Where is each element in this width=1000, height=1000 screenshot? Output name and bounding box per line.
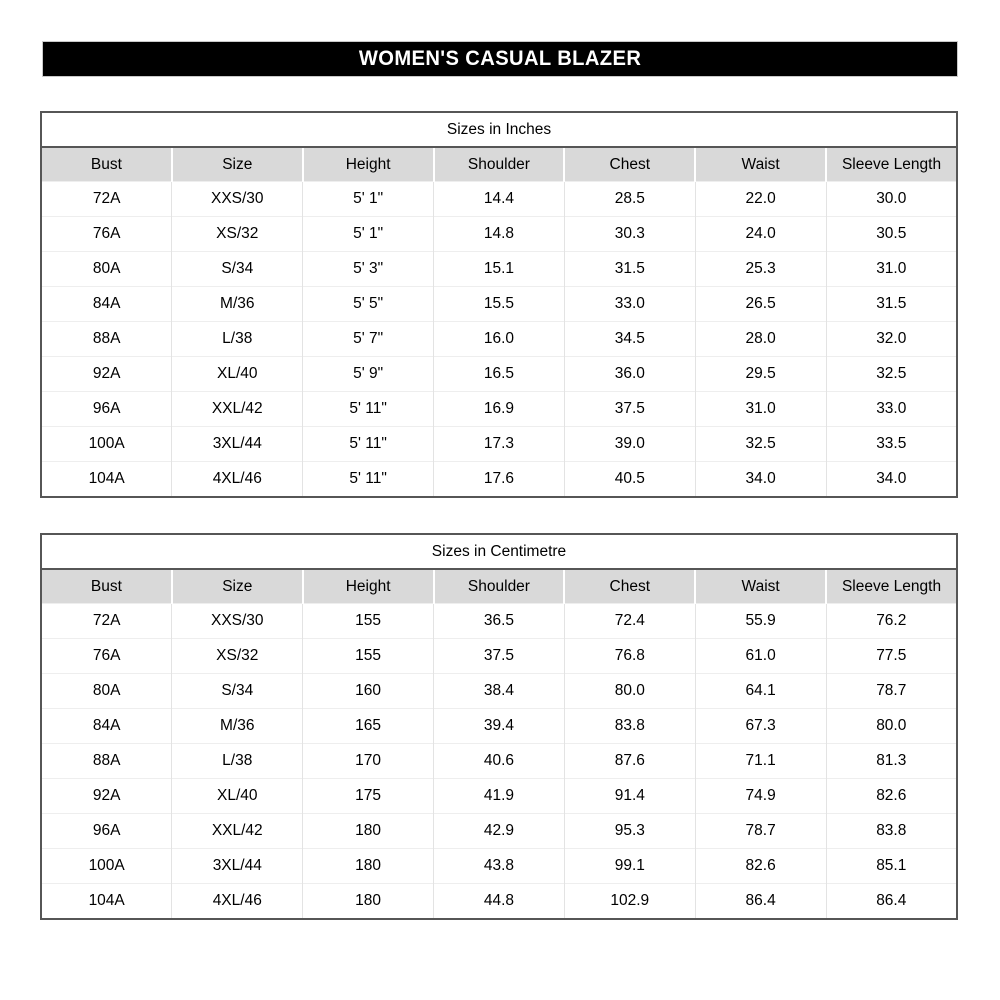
- column-header-bust: Bust: [41, 147, 172, 182]
- table-cell: 31.0: [826, 252, 957, 287]
- table-cell: 37.5: [434, 639, 565, 674]
- table-cell: 88A: [41, 322, 172, 357]
- table-cell: 5' 1": [303, 217, 434, 252]
- table-cell: L/38: [172, 744, 303, 779]
- table-cell: 80.0: [826, 709, 957, 744]
- table-cell: 14.8: [434, 217, 565, 252]
- table-cell: 72A: [41, 604, 172, 639]
- table-cell: 42.9: [434, 814, 565, 849]
- table-cell: 175: [303, 779, 434, 814]
- table-cell: 32.0: [826, 322, 957, 357]
- table-cell: XS/32: [172, 639, 303, 674]
- table-cell: XXS/30: [172, 182, 303, 217]
- table-cell: 5' 3": [303, 252, 434, 287]
- size-table-inches: [40, 111, 958, 498]
- table-cell: 39.0: [564, 427, 695, 462]
- table-cell: XL/40: [172, 357, 303, 392]
- table-cell: 32.5: [695, 427, 826, 462]
- table-row: [41, 252, 957, 287]
- table-cell: 160: [303, 674, 434, 709]
- table-cell: 86.4: [826, 884, 957, 920]
- table-cell: 99.1: [564, 849, 695, 884]
- table-row: [41, 182, 957, 217]
- table-cell: 84A: [41, 709, 172, 744]
- table-cell: 88A: [41, 744, 172, 779]
- table-cell: XL/40: [172, 779, 303, 814]
- table-cell: 102.9: [564, 884, 695, 920]
- column-header-chest: Chest: [564, 147, 695, 182]
- table-cell: 38.4: [434, 674, 565, 709]
- table-cell: 104A: [41, 462, 172, 498]
- table-cell: 96A: [41, 392, 172, 427]
- table-cell: 78.7: [826, 674, 957, 709]
- table-cell: 26.5: [695, 287, 826, 322]
- table-cell: 16.5: [434, 357, 565, 392]
- table-row: [41, 709, 957, 744]
- table-cell: 39.4: [434, 709, 565, 744]
- table-cell: 81.3: [826, 744, 957, 779]
- table-cell: 96A: [41, 814, 172, 849]
- table-cell: 64.1: [695, 674, 826, 709]
- table-row: [41, 357, 957, 392]
- table-cell: 36.5: [434, 604, 565, 639]
- table-cell: 33.5: [826, 427, 957, 462]
- table-row: [41, 604, 957, 639]
- table-cell: 83.8: [564, 709, 695, 744]
- table-row: [41, 779, 957, 814]
- table-cell: 3XL/44: [172, 849, 303, 884]
- column-header-waist: Waist: [695, 147, 826, 182]
- table-cell: XS/32: [172, 217, 303, 252]
- table-row: [41, 392, 957, 427]
- table-cell: 80A: [41, 674, 172, 709]
- table-cell: 180: [303, 849, 434, 884]
- table-cell: 30.0: [826, 182, 957, 217]
- table-cell: 84A: [41, 287, 172, 322]
- table-cell: 41.9: [434, 779, 565, 814]
- product-title: WOMEN'S CASUAL BLAZER: [358, 47, 642, 70]
- table-cell: 3XL/44: [172, 427, 303, 462]
- table-cell: 5' 11": [303, 427, 434, 462]
- table-header-row: [41, 147, 957, 182]
- table-cell: 36.0: [564, 357, 695, 392]
- table-row: [41, 884, 957, 920]
- table-cell: 92A: [41, 779, 172, 814]
- table-cell: S/34: [172, 252, 303, 287]
- table-cell: 100A: [41, 427, 172, 462]
- table-row: [41, 639, 957, 674]
- column-header-size: Size: [172, 147, 303, 182]
- product-title-banner: [42, 41, 958, 77]
- table-cell: 43.8: [434, 849, 565, 884]
- table-cell: 30.5: [826, 217, 957, 252]
- table-cell: 25.3: [695, 252, 826, 287]
- table-cell: 71.1: [695, 744, 826, 779]
- table-cell: 83.8: [826, 814, 957, 849]
- table-row: [41, 322, 957, 357]
- column-header-chest: Chest: [564, 569, 695, 604]
- table-cell: 82.6: [826, 779, 957, 814]
- table-cell: 165: [303, 709, 434, 744]
- table-cell: M/36: [172, 287, 303, 322]
- table-cell: 91.4: [564, 779, 695, 814]
- table-cell: 24.0: [695, 217, 826, 252]
- table-cell: 170: [303, 744, 434, 779]
- table-cell: 155: [303, 639, 434, 674]
- table-cell: 15.1: [434, 252, 565, 287]
- table-cell: 40.5: [564, 462, 695, 498]
- table-row: [41, 217, 957, 252]
- table-cell: 76A: [41, 217, 172, 252]
- table-cell: 5' 5": [303, 287, 434, 322]
- table-cell: 78.7: [695, 814, 826, 849]
- table-cell: 4XL/46: [172, 462, 303, 498]
- column-header-shoulder: Shoulder: [434, 147, 565, 182]
- column-header-height: Height: [303, 569, 434, 604]
- table-cell: 28.5: [564, 182, 695, 217]
- table-caption: Sizes in Centimetre: [41, 534, 957, 569]
- table-cell: 155: [303, 604, 434, 639]
- table-cell: 80.0: [564, 674, 695, 709]
- table-row: [41, 287, 957, 322]
- column-header-bust: Bust: [41, 569, 172, 604]
- table-cell: 33.0: [826, 392, 957, 427]
- table-cell: 180: [303, 884, 434, 920]
- table-cell: 5' 11": [303, 392, 434, 427]
- table-cell: 16.9: [434, 392, 565, 427]
- table-cell: 16.0: [434, 322, 565, 357]
- table-row: [41, 814, 957, 849]
- table-row: [41, 674, 957, 709]
- table-cell: 76A: [41, 639, 172, 674]
- table-cell: XXL/42: [172, 814, 303, 849]
- table-cell: 67.3: [695, 709, 826, 744]
- table-cell: 74.9: [695, 779, 826, 814]
- table-cell: 31.5: [826, 287, 957, 322]
- table-cell: XXL/42: [172, 392, 303, 427]
- table-cell: 34.0: [695, 462, 826, 498]
- table-cell: 37.5: [564, 392, 695, 427]
- column-header-height: Height: [303, 147, 434, 182]
- table-cell: 87.6: [564, 744, 695, 779]
- table-cell: 5' 1": [303, 182, 434, 217]
- table-cell: 5' 7": [303, 322, 434, 357]
- table-cell: 31.5: [564, 252, 695, 287]
- table-cell: 17.3: [434, 427, 565, 462]
- table-row: [41, 427, 957, 462]
- table-cell: 80A: [41, 252, 172, 287]
- table-cell: 95.3: [564, 814, 695, 849]
- table-caption-row: [41, 534, 957, 569]
- table-cell: 17.6: [434, 462, 565, 498]
- table-cell: 77.5: [826, 639, 957, 674]
- table-row: [41, 462, 957, 498]
- table-cell: L/38: [172, 322, 303, 357]
- table-header-row: [41, 569, 957, 604]
- column-header-waist: Waist: [695, 569, 826, 604]
- table-cell: 31.0: [695, 392, 826, 427]
- table-cell: S/34: [172, 674, 303, 709]
- table-cell: 100A: [41, 849, 172, 884]
- table-cell: 76.2: [826, 604, 957, 639]
- table-cell: 30.3: [564, 217, 695, 252]
- table-cell: M/36: [172, 709, 303, 744]
- table-cell: 85.1: [826, 849, 957, 884]
- table-cell: 22.0: [695, 182, 826, 217]
- table-cell: 4XL/46: [172, 884, 303, 920]
- table-row: [41, 849, 957, 884]
- table-row: [41, 744, 957, 779]
- column-header-sleeve-length: Sleeve Length: [826, 147, 957, 182]
- column-header-sleeve-length: Sleeve Length: [826, 569, 957, 604]
- table-cell: 72.4: [564, 604, 695, 639]
- table-cell: 180: [303, 814, 434, 849]
- table-cell: 76.8: [564, 639, 695, 674]
- table-cell: 32.5: [826, 357, 957, 392]
- table-cell: 28.0: [695, 322, 826, 357]
- column-header-shoulder: Shoulder: [434, 569, 565, 604]
- size-table-centimetre: [40, 533, 958, 920]
- table-cell: 5' 9": [303, 357, 434, 392]
- table-cell: 29.5: [695, 357, 826, 392]
- table-cell: XXS/30: [172, 604, 303, 639]
- table-cell: 82.6: [695, 849, 826, 884]
- table-cell: 40.6: [434, 744, 565, 779]
- table-cell: 44.8: [434, 884, 565, 920]
- table-cell: 14.4: [434, 182, 565, 217]
- table-caption: Sizes in Inches: [41, 112, 957, 147]
- table-cell: 104A: [41, 884, 172, 920]
- table-cell: 86.4: [695, 884, 826, 920]
- table-caption-row: [41, 112, 957, 147]
- column-header-size: Size: [172, 569, 303, 604]
- table-cell: 72A: [41, 182, 172, 217]
- table-cell: 33.0: [564, 287, 695, 322]
- table-cell: 15.5: [434, 287, 565, 322]
- table-cell: 34.5: [564, 322, 695, 357]
- table-cell: 92A: [41, 357, 172, 392]
- table-cell: 5' 11": [303, 462, 434, 498]
- table-cell: 34.0: [826, 462, 957, 498]
- table-cell: 61.0: [695, 639, 826, 674]
- table-cell: 55.9: [695, 604, 826, 639]
